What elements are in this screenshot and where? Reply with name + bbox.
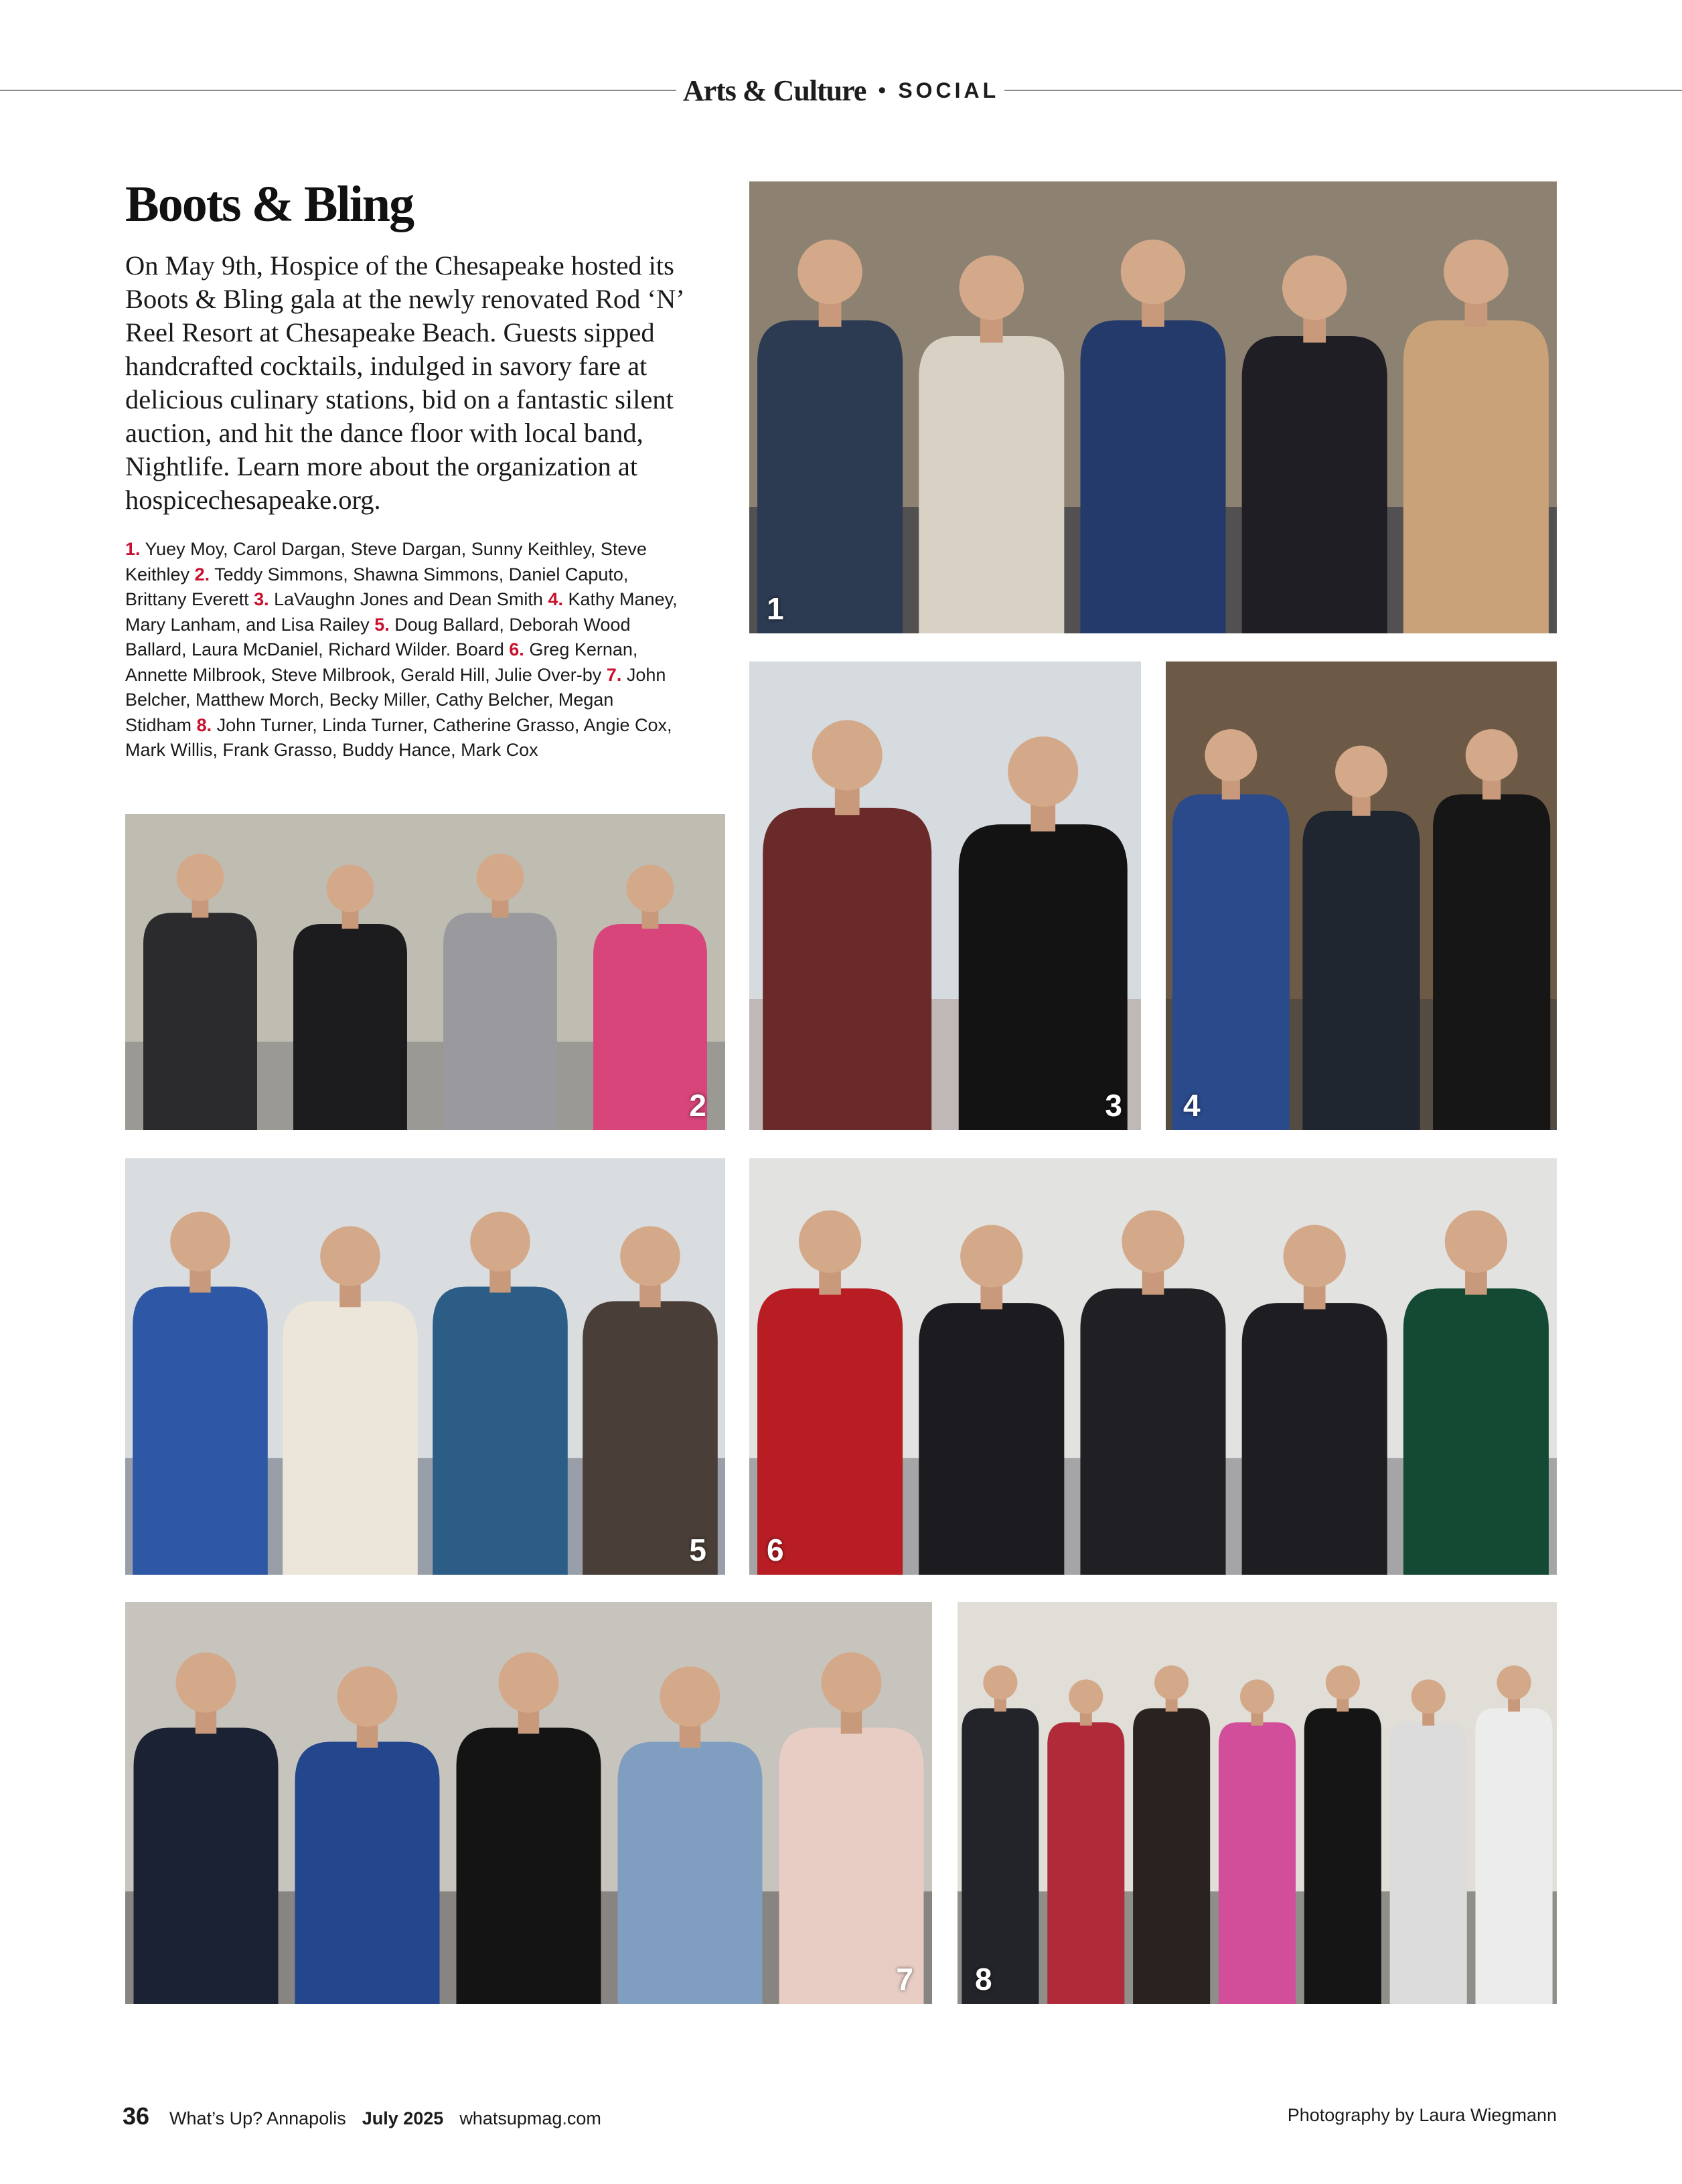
person-head xyxy=(1335,746,1387,798)
photo-scene xyxy=(749,661,1141,1130)
person-head xyxy=(1122,1211,1184,1273)
article-title: Boots & Bling xyxy=(125,176,414,232)
person-head xyxy=(1444,240,1508,304)
person-body xyxy=(1242,336,1387,633)
person-head xyxy=(1466,729,1518,781)
issue-date: July 2025 xyxy=(362,2108,444,2128)
person-head xyxy=(983,1665,1017,1699)
person-head xyxy=(620,1226,680,1286)
person-head xyxy=(499,1652,559,1713)
person-body xyxy=(757,1288,903,1575)
person-head xyxy=(1284,1225,1346,1288)
photo-4 xyxy=(1166,661,1557,1130)
caption-number: 4. xyxy=(548,589,563,609)
person-head xyxy=(812,720,883,791)
person-body xyxy=(757,320,903,633)
caption-text: Teddy Simmons, Shawna Simmons, Daniel Caputo, Brittany Everett xyxy=(125,564,629,609)
person-body xyxy=(1390,1722,1467,2004)
person-body xyxy=(133,1287,268,1575)
caption-text: LaVaughn Jones and Dean Smith xyxy=(274,589,543,609)
person-head xyxy=(1121,240,1185,304)
person-body xyxy=(1080,320,1225,633)
photo-number: 5 xyxy=(689,1533,706,1567)
caption-number: 6. xyxy=(509,639,524,659)
person-head xyxy=(327,865,374,913)
person-body xyxy=(1302,811,1420,1130)
photo-1 xyxy=(749,181,1557,633)
caption-text: Yuey Moy, Carol Dargan, Steve Dargan, Sunny Keithley, Steve Keithley xyxy=(125,539,647,584)
person-head xyxy=(470,1212,530,1272)
photo-captions xyxy=(125,537,681,763)
photo-5 xyxy=(125,1158,725,1575)
person-head xyxy=(1240,1679,1274,1713)
caption-number: 7. xyxy=(606,664,622,685)
photo-credit: Photography by Laura Wiegmann xyxy=(1287,2105,1557,2125)
caption-number: 3. xyxy=(254,589,269,609)
person-body xyxy=(283,1301,418,1575)
section-label xyxy=(682,67,1000,114)
person-body xyxy=(1219,1722,1296,2004)
person-body xyxy=(1403,1288,1549,1575)
photo-scene xyxy=(958,1602,1557,2004)
website-link[interactable]: whatsupmag.com xyxy=(459,2108,601,2128)
person-body xyxy=(443,913,557,1131)
person-head xyxy=(822,1652,882,1713)
person-head xyxy=(320,1226,380,1286)
person-body xyxy=(959,824,1128,1130)
person-head xyxy=(1154,1665,1189,1699)
photo-scene xyxy=(1166,661,1557,1130)
caption-text: Kathy Maney, Mary Lanham, and Lisa Railey xyxy=(125,589,678,635)
person-body xyxy=(143,913,257,1131)
photo-scene xyxy=(125,1158,725,1575)
caption-text: John Belcher, Matthew Morch, Becky Miller, Cathy Belcher, Megan Stidham xyxy=(125,664,666,735)
person-body xyxy=(919,336,1064,633)
person-head xyxy=(1069,1679,1103,1713)
header-rule-left xyxy=(0,90,676,91)
person-body xyxy=(1242,1303,1387,1575)
person-body xyxy=(1476,1708,1553,2004)
photo-number: 3 xyxy=(1105,1088,1122,1123)
photo-3 xyxy=(749,661,1141,1130)
person-body xyxy=(919,1303,1064,1575)
photo-7 xyxy=(125,1602,932,2004)
person-body xyxy=(962,1708,1039,2004)
person-head xyxy=(1411,1679,1446,1713)
photo-scene xyxy=(749,1158,1557,1575)
article-intro: On May 9th, Hospice of the Chesapeake hosted its Boots & Bling gala at the newly renovated Rod ‘N’ Reel Resort at Chesapeake Beach. Guests sipped handcrafted cocktails, indulged in savory fare at delicious culinary stations, bid on a fantastic silent auction, and hit the dance floor with local band, Nightlife. Learn more about the organization at hospicechesapeake.org. xyxy=(125,250,683,515)
person-head xyxy=(1008,736,1078,807)
person-head xyxy=(960,1225,1022,1288)
person-head xyxy=(177,854,224,901)
person-head xyxy=(1445,1211,1507,1273)
header-rule-right xyxy=(1004,90,1682,91)
person-body xyxy=(457,1728,601,2005)
person-head xyxy=(337,1666,398,1727)
person-body xyxy=(1403,320,1549,633)
section-separator: • xyxy=(878,77,887,103)
caption-number: 2. xyxy=(194,564,210,584)
person-head xyxy=(1282,255,1347,319)
caption-text: John Turner, Linda Turner, Catherine Grasso, Angie Cox, Mark Willis, Frank Grasso, Buddy Hance, Mark Cox xyxy=(125,714,672,760)
person-body xyxy=(433,1287,568,1575)
subsection-name: SOCIAL xyxy=(898,78,1000,102)
person-head xyxy=(477,854,524,901)
caption-number: 5. xyxy=(374,614,390,635)
person-head xyxy=(960,255,1024,319)
person-body xyxy=(763,808,931,1130)
photo-number: 7 xyxy=(896,1962,913,1997)
person-head xyxy=(1205,729,1257,781)
caption-number: 1. xyxy=(125,539,141,559)
person-head xyxy=(797,240,862,304)
photo-6 xyxy=(749,1158,1557,1575)
person-head xyxy=(660,1666,720,1727)
person-body xyxy=(1172,794,1290,1130)
footer-publication-info xyxy=(123,2102,601,2130)
page-number: 36 xyxy=(123,2102,150,2130)
photo-number: 8 xyxy=(975,1962,992,1997)
person-body xyxy=(1047,1722,1124,2004)
person-head xyxy=(799,1211,861,1273)
caption-number: 8. xyxy=(196,714,212,735)
person-body xyxy=(1133,1708,1210,2004)
section-name: Arts & Culture xyxy=(682,74,866,107)
photo-number: 4 xyxy=(1183,1088,1201,1123)
person-head xyxy=(1326,1665,1360,1699)
photo-8 xyxy=(958,1602,1557,2004)
person-head xyxy=(170,1212,230,1272)
photo-scene xyxy=(749,181,1557,633)
photo-scene xyxy=(125,814,725,1130)
publication-name: What’s Up? Annapolis xyxy=(169,2108,346,2128)
person-head xyxy=(1497,1665,1531,1699)
person-body xyxy=(618,1742,763,2005)
caption-text: Doug Ballard, Deborah Wood Ballard, Laura McDaniel, Richard Wilder. Board xyxy=(125,614,631,659)
person-body xyxy=(1304,1708,1381,2004)
photo-number: 2 xyxy=(689,1088,706,1123)
person-body xyxy=(293,924,407,1130)
photo-number: 1 xyxy=(767,591,784,626)
photo-scene xyxy=(125,1602,932,2004)
person-body xyxy=(134,1728,279,2005)
photo-number: 6 xyxy=(767,1533,784,1567)
person-body xyxy=(295,1742,440,2005)
person-head xyxy=(627,865,674,913)
photo-2 xyxy=(125,814,725,1130)
person-body xyxy=(1080,1288,1225,1575)
person-head xyxy=(176,1652,236,1713)
caption-text: Greg Kernan, Annette Milbrook, Steve Milbrook, Gerald Hill, Julie Over-by xyxy=(125,639,638,685)
person-body xyxy=(1433,794,1550,1130)
